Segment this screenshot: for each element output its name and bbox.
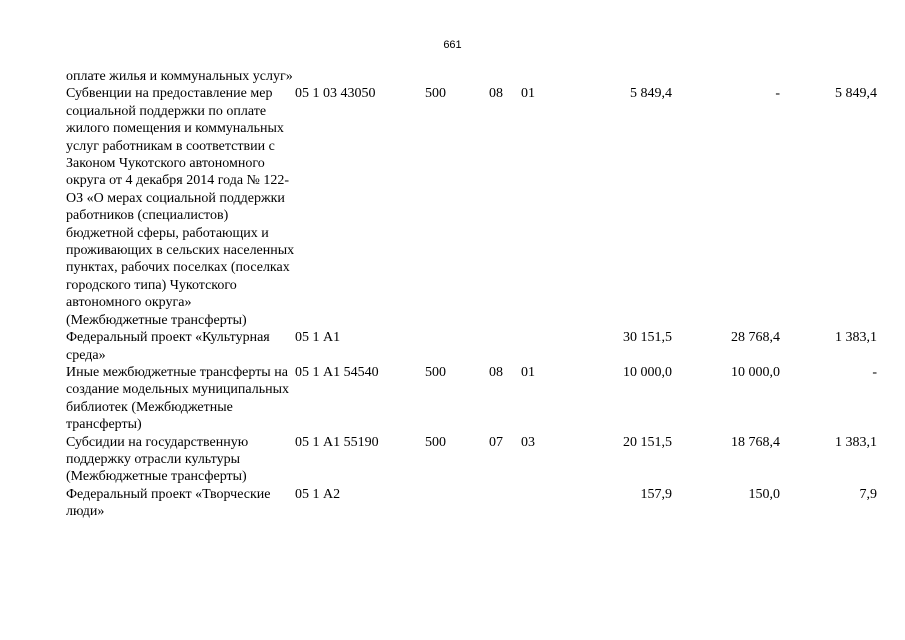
row-total: 20 151,5 (623, 434, 672, 450)
row-pr: 01 (521, 86, 535, 102)
row-code: 05 1 А1 (295, 330, 341, 346)
row-federal: - (775, 86, 780, 102)
row-code: 05 1 А1 55190 (295, 434, 379, 450)
budget-table (66, 68, 877, 521)
row-federal (672, 68, 780, 85)
row-rz: 08 (489, 364, 503, 380)
row-pr: 01 (521, 364, 535, 380)
row-name: Иные межбюджетные трансферты на создание модельных муниципальных библиотек (Межбюджетные трансферты) (66, 364, 290, 433)
row-total: 30 151,5 (623, 330, 672, 346)
row-regional: 1 383,1 (835, 330, 877, 346)
row-vr (425, 68, 489, 85)
row-regional: 5 849,4 (835, 86, 877, 102)
table-row (66, 486, 877, 521)
row-code: 05 1 03 43050 (295, 86, 376, 102)
row-name: Субсидии на государственную поддержку отрасли культуры (Межбюджетные трансферты) (66, 434, 249, 485)
row-rz (489, 329, 521, 364)
row-vr: 500 (425, 86, 446, 102)
row-code (295, 68, 425, 85)
row-name: Субвенции на предоставление мер социальной поддержки по оплате жилого помещения и коммунальных услуг работникам в соответствии с Законом Чукотского автономного округа от 4 декабря 2014 года № 122-ОЗ «О мерах социальной поддержки работников (специалистов) бюджетной сферы, работающих и проживающих в сельских населенных пунктах, рабочих поселках (поселках городского типа) Чукотского автономного округа» (Межбюджетные трансферты) (66, 86, 295, 328)
row-rz (489, 486, 521, 521)
row-pr (521, 68, 566, 85)
table-row (66, 434, 877, 486)
row-pr (521, 329, 566, 364)
row-rz (489, 68, 521, 85)
row-regional (780, 68, 877, 85)
page-number: 661 (443, 39, 462, 51)
row-name: Федеральный проект «Творческие люди» (66, 486, 271, 520)
row-vr (425, 329, 489, 364)
row-total: 157,9 (640, 486, 672, 502)
row-federal: 10 000,0 (731, 364, 780, 380)
row-name: Федеральный проект «Культурная среда» (66, 330, 270, 363)
row-federal: 18 768,4 (731, 434, 780, 450)
row-vr: 500 (425, 364, 446, 380)
row-code: 05 1 А2 (295, 486, 341, 502)
row-rz: 08 (489, 86, 503, 102)
row-federal: 150,0 (748, 486, 780, 502)
row-regional: 1 383,1 (835, 434, 877, 450)
row-regional: 7,9 (859, 486, 877, 502)
row-regional: - (872, 364, 877, 380)
row-federal: 28 768,4 (731, 330, 780, 346)
row-vr (425, 486, 489, 521)
table-row (66, 329, 877, 364)
row-code: 05 1 А1 54540 (295, 364, 379, 380)
row-total (566, 68, 672, 85)
row-total: 10 000,0 (623, 364, 672, 380)
row-name: оплате жилья и коммунальных услуг» (66, 69, 293, 84)
row-pr (521, 486, 566, 521)
row-rz: 07 (489, 434, 503, 450)
table-row (66, 68, 877, 85)
row-total: 5 849,4 (630, 86, 672, 102)
table-row (66, 364, 877, 434)
row-pr: 03 (521, 434, 535, 450)
row-vr: 500 (425, 434, 446, 450)
table-row (66, 85, 877, 329)
